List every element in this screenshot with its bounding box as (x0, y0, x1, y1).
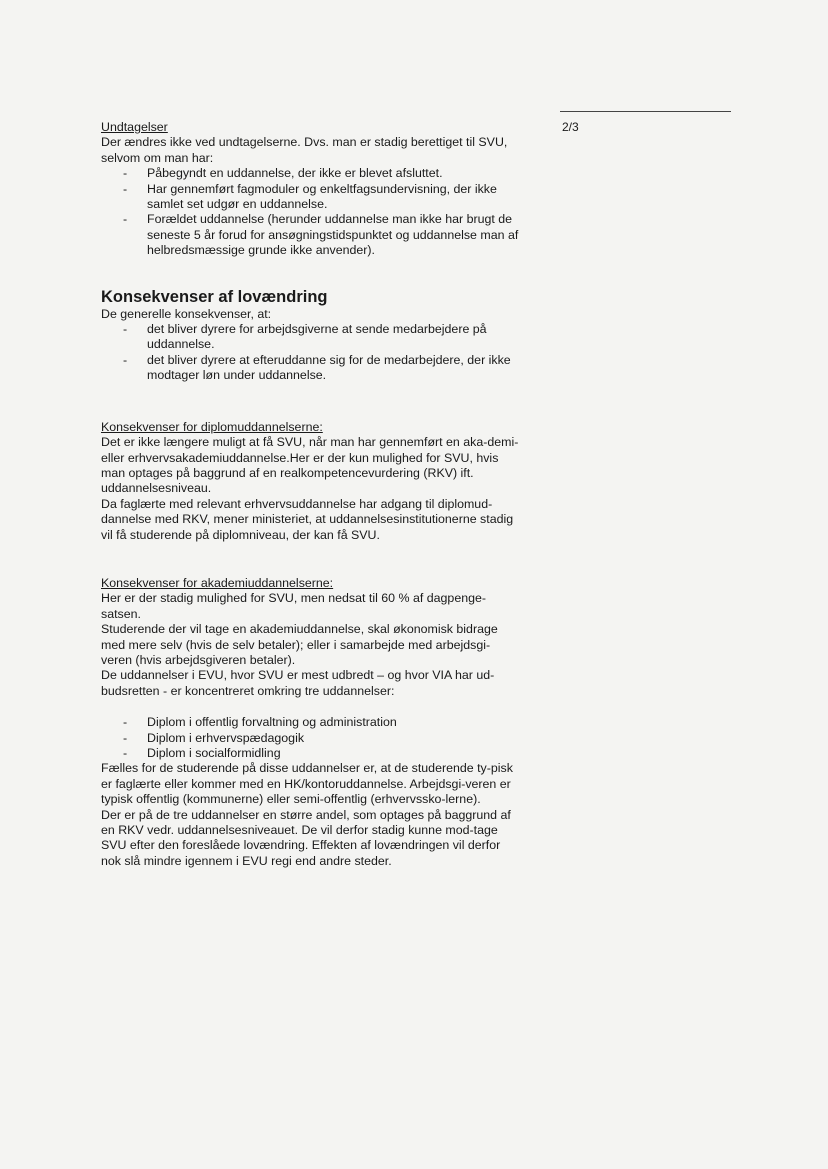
header-rule (560, 111, 731, 112)
list-item: - Diplom i erhvervspædagogik (101, 731, 521, 746)
consequences-list (101, 322, 521, 384)
exceptions-heading: Undtagelser (101, 120, 168, 134)
list-item: - Påbegyndt en uddannelse, der ikke er blevet afsluttet. (101, 166, 521, 181)
list-item: - det bliver dyrere at efteruddanne sig for de medarbejdere, der ikke modtager løn under uddannelse. (101, 353, 521, 384)
consequences-intro: De generelle konsekvenser, at: (101, 306, 272, 321)
diploma-heading: Konsekvenser for diplomuddannelserne: (101, 419, 323, 434)
list-item: - Diplom i offentlig forvaltning og administration (101, 715, 521, 730)
list-item: - Forældet uddannelse (herunder uddannelse man ikke har brugt de seneste 5 år forud for ansøgningstidspunktet og uddannelse man af helbredsmæssige grunde ikke anvender). (101, 212, 521, 258)
academy-paragraph-5: Der er på de tre uddannelser en større andel, som optages på baggrund af en RKV vedr. uddannelsesniveauet. De vil derfor stadig kunne mod-tage SVU efter den foreslåede lovændring. Effekten af lovændringen vil derfor nok slå mindre igennem i EVU regi end andre steder. (101, 807, 511, 868)
academy-paragraph-4: Fælles for de studerende på disse uddannelser er, at de studerende ty-pisk er faglærte eller kommer med en HK/kontoruddannelse. Arbejdsgi-veren er typisk offentlig (kommunerne) eller semi-offentlig (erhvervssko-lerne). (101, 761, 513, 807)
page-number: 2/3 (562, 120, 579, 134)
academy-paragraph-1: Her er der stadig mulighed for SVU, men nedsat til 60 % af dagpenge-satsen. (101, 591, 487, 621)
consequences-section (101, 287, 521, 384)
list-item: - Diplom i socialformidling (101, 746, 521, 761)
diploma-section (101, 420, 521, 543)
diploma-paragraph-1: Det er ikke længere muligt at få SVU, når man har gennemført en aka-demi- eller erhvervsakademiuddannelse.Her er der kun mulighed for SVU, hvis man optages på baggrund af en realkompetencevurdering (RKV) ift. uddannelsesniveau. (101, 435, 519, 496)
academy-paragraph-2: Studerende der vil tage en akademiuddannelse, skal økonomisk bidrage med mere selv (hvis de selv betaler); eller i samarbejde med arbejdsgi-veren (hvis arbejdsgiveren betaler). (101, 622, 498, 667)
exceptions-list (101, 166, 521, 258)
exceptions-intro: Der ændres ikke ved undtagelserne. Dvs. man er stadig berettiget til SVU, selvom om man har: (101, 135, 508, 165)
academy-paragraph-3: De uddannelser i EVU, hvor SVU er mest udbredt – og hvor VIA har ud-budsretten - er koncentreret omkring tre uddannelser: (101, 668, 495, 698)
exceptions-section (101, 120, 521, 259)
document-body (101, 120, 521, 869)
list-item: - Har gennemført fagmoduler og enkeltfagsundervisning, der ikke samlet set udgør en uddannelse. (101, 182, 521, 213)
diploma-paragraph-2: Da faglærte med relevant erhvervsuddannelse har adgang til diplomud-dannelse med RKV, mener ministeriet, at uddannelsesinstitutionerne stadig vil få studerende på diplomniveau, der kan få SVU. (101, 496, 514, 542)
academy-section (101, 576, 521, 869)
consequences-heading: Konsekvenser af lovændring (101, 287, 328, 306)
academy-heading: Konsekvenser for akademiuddannelserne: (101, 575, 334, 590)
academy-programs-list (101, 715, 521, 761)
list-item: - det bliver dyrere for arbejdsgiverne at sende medarbejdere på uddannelse. (101, 322, 521, 353)
